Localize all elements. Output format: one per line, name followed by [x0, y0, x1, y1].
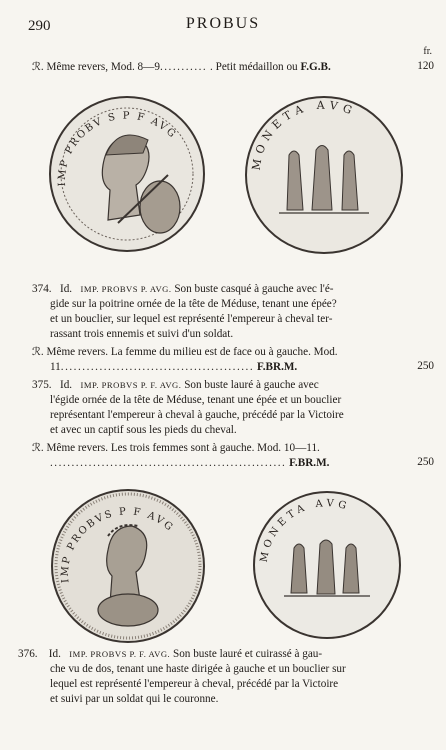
- leader-dots: .............................................: [60, 361, 255, 373]
- entry-374-line3: et un bouclier, sur lequel est représenté l'empereur à cheval ter-: [50, 313, 333, 325]
- module-size: 11: [50, 361, 61, 373]
- coin-reverse-top: [244, 95, 404, 255]
- entry-legend: IMP. PROBVS P. F. AVG.: [80, 380, 182, 390]
- entry-text: Son buste lauré à gauche avec: [184, 379, 319, 391]
- column-unit: fr.: [423, 46, 432, 57]
- entry-text: Son buste lauré et cuirassé à gau-: [172, 648, 323, 660]
- entry-legend: IMP. PROBVS P. F. AVG.: [69, 649, 171, 659]
- entry-id: Id.: [48, 648, 61, 660]
- entry-375-line2: l'égide ornée de la tête de Méduse, tenant une épée et un bouclier: [50, 394, 342, 406]
- leader-dots: .......................................................: [50, 457, 287, 469]
- price: 250: [417, 360, 434, 372]
- entry-id: Id.: [59, 379, 73, 391]
- entry-prev-text: Même revers, Mod. 8—9: [46, 61, 160, 73]
- entry-number: 374.: [32, 283, 52, 295]
- entry-375-line3: représentant l'empereur à cheval à gauche, précédé par la Victoire: [50, 409, 344, 421]
- reverse-legend-top: MONETA AVG: [249, 98, 359, 172]
- entry-number: 375.: [32, 379, 52, 391]
- coin-obverse-bottom: [50, 488, 206, 644]
- entry-prev-line: [32, 60, 331, 75]
- price: 120: [417, 60, 434, 72]
- page-number: 290: [28, 18, 51, 34]
- coin-obverse-top: [48, 95, 206, 253]
- entry-375-line4: et avec un captif sous les pieds du cheval.: [50, 424, 237, 436]
- entry-legend: IMP. PROBVS P. AVG.: [80, 284, 172, 294]
- grade-label: F.G.B.: [300, 61, 331, 73]
- reverse-legend-bottom: MONETA AVG: [258, 498, 352, 564]
- entry-374-line4: rassant trois ennemis et suivi d'un soldat.: [50, 328, 234, 340]
- price: 250: [417, 456, 434, 468]
- entry-id: Id.: [59, 283, 73, 295]
- entry-text: Même revers. La femme du milieu est de face ou à gauche. Mod.: [46, 346, 338, 358]
- entry-376-line4: et suivi par un soldat qui le couronne.: [50, 693, 219, 705]
- grade-label: F.BR.M.: [256, 361, 298, 373]
- entry-375-rev-line1: [32, 441, 320, 456]
- entry-376-line2: che vu de dos, tenant une haste dirigée à gauche et un bouclier sur: [50, 663, 346, 675]
- leader-dots: ...........: [159, 61, 208, 73]
- entry-374-line1: [32, 282, 334, 297]
- grade-label: F.BR.M.: [289, 457, 330, 469]
- entry-374-line2: gide sur la poitrine ornée de la tête de Méduse, tenant une épée?: [50, 298, 337, 310]
- entry-prev-tail: . Petit médaillon ou: [210, 61, 298, 73]
- entry-376-line3: lequel est représenté l'empereur à cheval, précédé par la Victoire: [50, 678, 339, 690]
- entry-text: Même revers. Les trois femmes sont à gauche. Mod. 10—11.: [46, 442, 320, 454]
- running-title: PROBUS: [185, 15, 261, 32]
- entry-text: Son buste casqué à gauche avec l'é-: [174, 283, 334, 295]
- entry-375-rev-line2: [50, 456, 329, 471]
- entry-374-rev-line2: [50, 360, 297, 375]
- entry-376-line1: [18, 647, 322, 662]
- entry-375-line1: [32, 378, 319, 393]
- entry-374-rev-line1: [32, 345, 338, 360]
- obverse-legend-top: IMP PROBV S P F AVG: [56, 110, 179, 187]
- obverse-legend-bottom: IMP PROBVS P F AVG: [59, 506, 176, 584]
- entry-number: 376.: [18, 648, 38, 660]
- reverse-sign: ℛ.: [32, 61, 44, 73]
- coin-reverse-bottom: [252, 490, 402, 640]
- reverse-sign: ℛ.: [32, 346, 44, 358]
- reverse-sign: ℛ.: [32, 442, 44, 454]
